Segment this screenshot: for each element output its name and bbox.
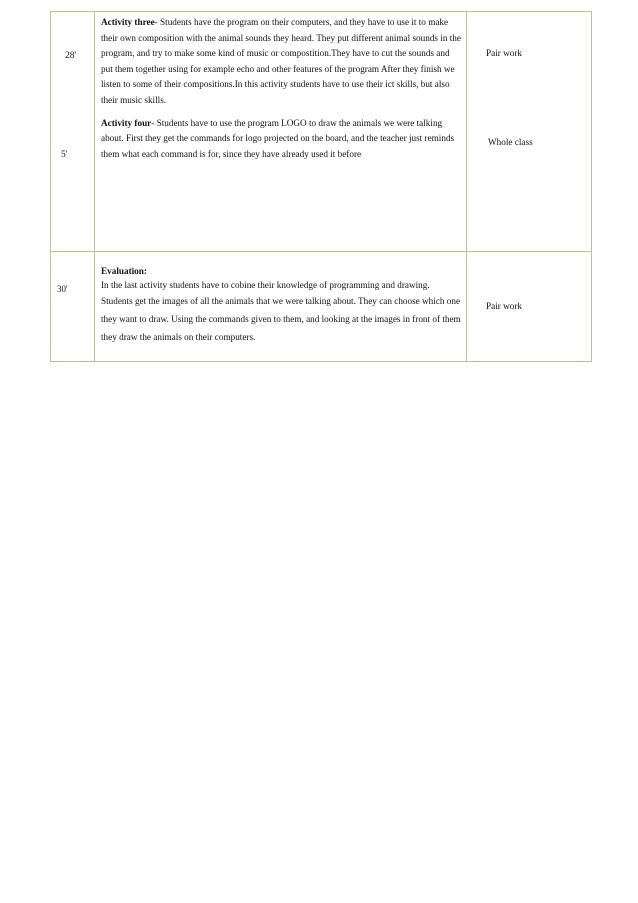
table-row	[51, 252, 592, 362]
time-value: 5'	[61, 150, 68, 160]
time-value: 28'	[65, 51, 77, 61]
time-cell	[51, 252, 95, 362]
activity-text: - Students have to use the program LOGO to draw the animals we were talking about. First they get the commands for logo projected on the board, and the teacher just reminds them what each command is for, since they have already used it before	[101, 117, 455, 159]
activity-cell	[95, 12, 467, 252]
evaluation-text: Students get the images of all the animals that we were talking about. They can choose which one they want to draw. Using the commands given to them, and looking at the images in front of them they draw the animals on their computers.	[101, 296, 461, 342]
evaluation-cell	[95, 252, 467, 362]
organisation-cell	[467, 12, 592, 252]
activity-title: Activity three	[101, 17, 155, 27]
activity-title: Activity four	[101, 117, 152, 128]
evaluation-text: In the last activity students have to cobine their knowledge of programming and drawing.	[101, 280, 430, 290]
activity-paragraph	[101, 15, 461, 109]
time-cell	[51, 12, 95, 252]
activity-text: - Students have the program on their computers, and they have to use it to make their own composition with the animal sounds they heard. They put different animal sounds in the program, and try to make some kind of music or compostition.They have to cut the sounds and put them together using for example echo and other features of the program After they finish we listen to some of their compositions.In this activity students have to use their ict skills, but also their music skills.	[101, 17, 461, 105]
organisation-value: Pair work	[486, 301, 522, 311]
evaluation-title: Evaluation:	[101, 266, 147, 276]
organisation-value: Pair work	[486, 48, 522, 58]
time-value: 30'	[57, 284, 68, 294]
organisation-cell	[467, 252, 592, 362]
lesson-plan-table	[50, 11, 592, 362]
activity-paragraph	[101, 116, 461, 163]
organisation-value: Whole class	[488, 137, 533, 147]
table-row	[51, 12, 592, 252]
